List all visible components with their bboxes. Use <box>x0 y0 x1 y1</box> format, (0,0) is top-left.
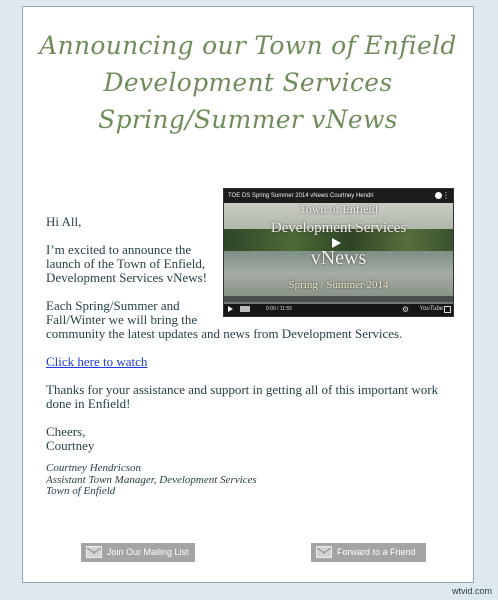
youtube-logo[interactable]: YouTube <box>419 306 443 312</box>
signature-org: Town of Enfield <box>46 485 116 497</box>
para2-line-3: community the latest updates and news from Development Services. <box>46 326 403 341</box>
video-title-line-4: Spring / Summer 2014 <box>288 279 389 291</box>
closing: Cheers, <box>46 424 86 439</box>
video-title-line-1: Town of Enfield <box>299 202 378 216</box>
newsletter-header <box>23 27 473 138</box>
forward-to-friend-button[interactable] <box>311 543 426 562</box>
header-line-1: Announcing our Town of Enfield <box>39 31 457 60</box>
intro-line-2: launch of the Town of Enfield, <box>46 256 206 271</box>
thanks-line-1: Thanks for your assistance and support in getting all of this important work <box>46 382 439 397</box>
video-title-line-2: Development Services <box>270 220 407 236</box>
join-mailing-list-button[interactable] <box>81 543 195 562</box>
envelope-icon <box>316 546 332 558</box>
thanks-line-2: done in Enfield! <box>46 396 131 411</box>
signature-title: Assistant Town Manager, Development Services <box>46 473 257 486</box>
para2-line-1: Each Spring/Summer and <box>46 298 180 313</box>
email-card <box>22 6 474 583</box>
sender-name: Courtney <box>46 438 95 453</box>
para2-line-2: Fall/Winter we will bring the <box>46 312 198 327</box>
watermark: wtvid.com <box>451 586 492 596</box>
header-line-2: Development Services <box>103 68 393 97</box>
intro-line-1: I’m excited to announce the <box>46 242 192 257</box>
share-icon[interactable] <box>435 192 442 199</box>
video-title-bar[interactable] <box>224 189 453 203</box>
greeting: Hi All, <box>46 214 82 229</box>
forward-to-friend-label: Forward to a Friend <box>337 547 416 557</box>
more-options-icon[interactable]: ⋮ <box>442 191 450 200</box>
signature-name: Courtney Hendricson <box>46 462 142 474</box>
header-line-3: Spring/Summer vNews <box>98 105 398 134</box>
watch-link[interactable]: Click here to watch <box>46 354 148 369</box>
settings-gear-icon[interactable]: ⚙ <box>401 305 409 314</box>
join-mailing-list-label: Join Our Mailing List <box>107 547 189 557</box>
video-time: 0:00 / 11:55 <box>266 306 293 312</box>
envelope-icon <box>86 546 102 558</box>
video-top-title: TOE DS Spring Summer 2014 vNews Courtney Hendri <box>228 193 374 199</box>
video-title-line-3: vNews <box>310 247 367 269</box>
intro-line-3: Development Services vNews! <box>46 270 208 285</box>
message-body <box>46 215 466 498</box>
